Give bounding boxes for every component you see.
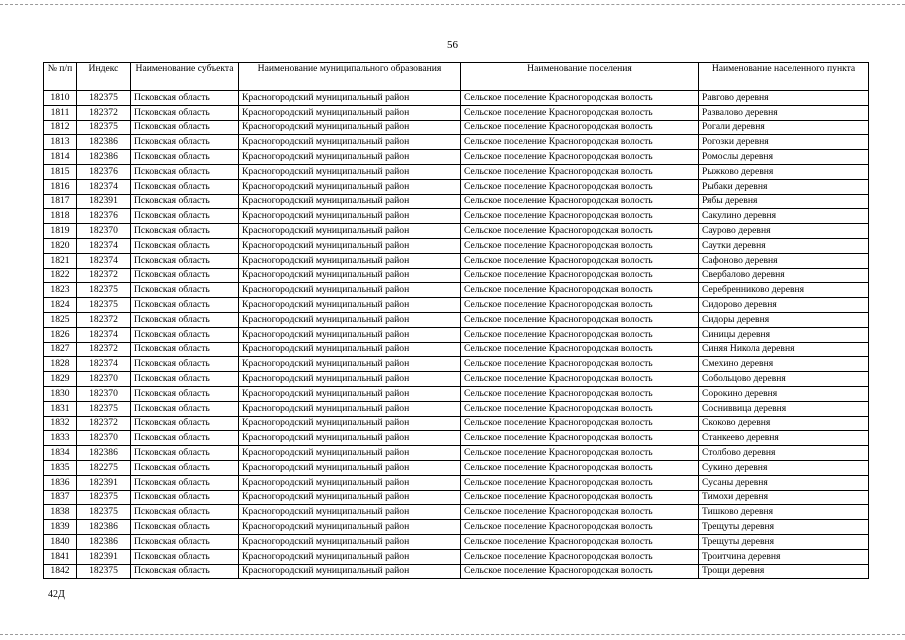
cell-subject: Псковская область (131, 209, 239, 224)
table-row (44, 490, 869, 505)
cell-subject: Псковская область (131, 135, 239, 150)
cell-index: 182386 (77, 534, 131, 549)
cell-locality: Тимохи деревня (699, 490, 869, 505)
cell-municipality: Красногородский муниципальный район (239, 268, 461, 283)
table-row (44, 416, 869, 431)
cell-subject: Псковская область (131, 357, 239, 372)
table-row (44, 431, 869, 446)
table-row (44, 549, 869, 564)
cell-municipality: Красногородский муниципальный район (239, 372, 461, 387)
cell-index: 182374 (77, 253, 131, 268)
cell-locality: Рябы деревня (699, 194, 869, 209)
cell-index: 182375 (77, 283, 131, 298)
table-row (44, 312, 869, 327)
cell-num: 1835 (44, 460, 77, 475)
table-row (44, 505, 869, 520)
cell-num: 1827 (44, 342, 77, 357)
cell-subject: Псковская область (131, 475, 239, 490)
cell-municipality: Красногородский муниципальный район (239, 179, 461, 194)
cell-locality: Рыжково деревня (699, 164, 869, 179)
table-row (44, 268, 869, 283)
header-subject: Наименование субъекта (131, 63, 239, 91)
cell-subject: Псковская область (131, 401, 239, 416)
cell-subject: Псковская область (131, 327, 239, 342)
cell-index: 182376 (77, 209, 131, 224)
table-body (44, 91, 869, 579)
cell-settlement: Сельское поселение Красногородская волость (461, 298, 699, 313)
cell-locality: Тишково деревня (699, 505, 869, 520)
cell-subject: Псковская область (131, 120, 239, 135)
cell-municipality: Красногородский муниципальный район (239, 505, 461, 520)
cell-municipality: Красногородский муниципальный район (239, 298, 461, 313)
cell-subject: Псковская область (131, 194, 239, 209)
cell-settlement: Сельское поселение Красногородская волость (461, 416, 699, 431)
cell-municipality: Красногородский муниципальный район (239, 386, 461, 401)
table-row (44, 179, 869, 194)
cell-settlement: Сельское поселение Красногородская волость (461, 357, 699, 372)
cell-municipality: Красногородский муниципальный район (239, 91, 461, 106)
header-locality: Наименование населенного пункта (699, 63, 869, 91)
header-num: № п/п (44, 63, 77, 91)
cell-municipality: Красногородский муниципальный район (239, 105, 461, 120)
table-row (44, 446, 869, 461)
cell-locality: Сакулино деревня (699, 209, 869, 224)
cell-settlement: Сельское поселение Красногородская волость (461, 194, 699, 209)
cell-settlement: Сельское поселение Красногородская волость (461, 268, 699, 283)
cell-subject: Псковская область (131, 534, 239, 549)
cell-num: 1815 (44, 164, 77, 179)
cell-index: 182375 (77, 505, 131, 520)
cell-index: 182372 (77, 342, 131, 357)
cell-locality: Ромослы деревня (699, 150, 869, 165)
cell-municipality: Красногородский муниципальный район (239, 534, 461, 549)
cell-index: 182375 (77, 91, 131, 106)
cell-index: 182391 (77, 194, 131, 209)
cell-index: 182376 (77, 164, 131, 179)
cell-municipality: Красногородский муниципальный район (239, 490, 461, 505)
cell-settlement: Сельское поселение Красногородская волость (461, 164, 699, 179)
cell-settlement: Сельское поселение Красногородская волость (461, 549, 699, 564)
cell-settlement: Сельское поселение Красногородская волость (461, 179, 699, 194)
cell-num: 1831 (44, 401, 77, 416)
cell-num: 1829 (44, 372, 77, 387)
cell-locality: Синицы деревня (699, 327, 869, 342)
cell-locality: Собольцово деревня (699, 372, 869, 387)
cell-subject: Псковская область (131, 91, 239, 106)
cell-index: 182275 (77, 460, 131, 475)
table-row (44, 520, 869, 535)
cell-settlement: Сельское поселение Красногородская волость (461, 312, 699, 327)
cell-num: 1828 (44, 357, 77, 372)
cell-num: 1823 (44, 283, 77, 298)
cell-index: 182375 (77, 401, 131, 416)
table-row (44, 164, 869, 179)
cell-municipality: Красногородский муниципальный район (239, 416, 461, 431)
cell-settlement: Сельское поселение Красногородская волость (461, 520, 699, 535)
cell-index: 182372 (77, 105, 131, 120)
cell-index: 182386 (77, 520, 131, 535)
scan-edge-top (0, 4, 905, 5)
cell-num: 1820 (44, 238, 77, 253)
cell-index: 182375 (77, 120, 131, 135)
cell-subject: Псковская область (131, 298, 239, 313)
cell-num: 1840 (44, 534, 77, 549)
cell-num: 1813 (44, 135, 77, 150)
cell-locality: Сафоново деревня (699, 253, 869, 268)
cell-settlement: Сельское поселение Красногородская волость (461, 238, 699, 253)
table-row (44, 209, 869, 224)
cell-settlement: Сельское поселение Красногородская волость (461, 446, 699, 461)
cell-index: 182386 (77, 150, 131, 165)
cell-settlement: Сельское поселение Красногородская волость (461, 283, 699, 298)
table-row (44, 238, 869, 253)
cell-num: 1821 (44, 253, 77, 268)
cell-num: 1819 (44, 224, 77, 239)
cell-num: 1818 (44, 209, 77, 224)
cell-locality: Рогозки деревня (699, 135, 869, 150)
cell-num: 1836 (44, 475, 77, 490)
table-row (44, 150, 869, 165)
cell-municipality: Красногородский муниципальный район (239, 549, 461, 564)
cell-settlement: Сельское поселение Красногородская волость (461, 401, 699, 416)
cell-index: 182374 (77, 179, 131, 194)
cell-settlement: Сельское поселение Красногородская волость (461, 224, 699, 239)
cell-subject: Псковская область (131, 268, 239, 283)
cell-num: 1833 (44, 431, 77, 446)
cell-num: 1811 (44, 105, 77, 120)
cell-locality: Станкеево деревня (699, 431, 869, 446)
cell-num: 1838 (44, 505, 77, 520)
cell-num: 1826 (44, 327, 77, 342)
cell-index: 182391 (77, 549, 131, 564)
table-row (44, 342, 869, 357)
cell-settlement: Сельское поселение Красногородская волость (461, 490, 699, 505)
cell-subject: Псковская область (131, 283, 239, 298)
cell-settlement: Сельское поселение Красногородская волость (461, 386, 699, 401)
table-row (44, 460, 869, 475)
cell-subject: Псковская область (131, 253, 239, 268)
cell-index: 182375 (77, 564, 131, 579)
cell-locality: Смехино деревня (699, 357, 869, 372)
cell-subject: Псковская область (131, 150, 239, 165)
cell-locality: Трощи деревня (699, 564, 869, 579)
cell-municipality: Красногородский муниципальный район (239, 194, 461, 209)
cell-subject: Псковская область (131, 446, 239, 461)
cell-index: 182374 (77, 357, 131, 372)
cell-locality: Сорокино деревня (699, 386, 869, 401)
table-row (44, 224, 869, 239)
cell-municipality: Красногородский муниципальный район (239, 312, 461, 327)
cell-locality: Рыбаки деревня (699, 179, 869, 194)
cell-subject: Псковская область (131, 238, 239, 253)
cell-settlement: Сельское поселение Красногородская волость (461, 475, 699, 490)
cell-num: 1817 (44, 194, 77, 209)
cell-locality: Свербалово деревня (699, 268, 869, 283)
cell-locality: Сукино деревня (699, 460, 869, 475)
table-row (44, 120, 869, 135)
cell-locality: Равгово деревня (699, 91, 869, 106)
table-row (44, 91, 869, 106)
cell-subject: Псковская область (131, 520, 239, 535)
cell-municipality: Красногородский муниципальный район (239, 253, 461, 268)
cell-settlement: Сельское поселение Красногородская волость (461, 342, 699, 357)
cell-municipality: Красногородский муниципальный район (239, 135, 461, 150)
cell-settlement: Сельское поселение Красногородская волость (461, 253, 699, 268)
cell-locality: Саутки деревня (699, 238, 869, 253)
cell-subject: Псковская область (131, 224, 239, 239)
cell-num: 1824 (44, 298, 77, 313)
cell-index: 182374 (77, 238, 131, 253)
header-index: Индекс (77, 63, 131, 91)
cell-num: 1814 (44, 150, 77, 165)
cell-subject: Псковская область (131, 105, 239, 120)
cell-index: 182386 (77, 135, 131, 150)
cell-settlement: Сельское поселение Красногородская волость (461, 105, 699, 120)
cell-settlement: Сельское поселение Красногородская волость (461, 460, 699, 475)
cell-settlement: Сельское поселение Красногородская волость (461, 505, 699, 520)
cell-index: 182375 (77, 490, 131, 505)
cell-num: 1810 (44, 91, 77, 106)
cell-subject: Псковская область (131, 342, 239, 357)
table-row (44, 135, 869, 150)
cell-num: 1841 (44, 549, 77, 564)
table-row (44, 475, 869, 490)
cell-municipality: Красногородский муниципальный район (239, 357, 461, 372)
cell-index: 182386 (77, 446, 131, 461)
cell-settlement: Сельское поселение Красногородская волость (461, 534, 699, 549)
cell-settlement: Сельское поселение Красногородская волость (461, 120, 699, 135)
table-row (44, 401, 869, 416)
cell-num: 1837 (44, 490, 77, 505)
cell-subject: Псковская область (131, 505, 239, 520)
cell-settlement: Сельское поселение Красногородская волость (461, 135, 699, 150)
cell-settlement: Сельское поселение Красногородская волость (461, 327, 699, 342)
cell-municipality: Красногородский муниципальный район (239, 327, 461, 342)
table-row (44, 386, 869, 401)
cell-locality: Сусаны деревня (699, 475, 869, 490)
table-row (44, 534, 869, 549)
cell-subject: Псковская область (131, 564, 239, 579)
cell-municipality: Красногородский муниципальный район (239, 475, 461, 490)
cell-locality: Троитчина деревня (699, 549, 869, 564)
cell-subject: Псковская область (131, 386, 239, 401)
footer-document-code: 42Д (48, 589, 65, 600)
locality-registry-table (43, 62, 869, 579)
cell-municipality: Красногородский муниципальный район (239, 431, 461, 446)
cell-municipality: Красногородский муниципальный район (239, 224, 461, 239)
table-row (44, 564, 869, 579)
cell-municipality: Красногородский муниципальный район (239, 238, 461, 253)
cell-subject: Псковская область (131, 179, 239, 194)
cell-subject: Псковская область (131, 164, 239, 179)
cell-settlement: Сельское поселение Красногородская волость (461, 372, 699, 387)
cell-locality: Синяя Никола деревня (699, 342, 869, 357)
cell-subject: Псковская область (131, 460, 239, 475)
cell-settlement: Сельское поселение Красногородская волость (461, 431, 699, 446)
cell-subject: Псковская область (131, 490, 239, 505)
cell-subject: Псковская область (131, 372, 239, 387)
cell-num: 1842 (44, 564, 77, 579)
cell-index: 182374 (77, 327, 131, 342)
cell-index: 182370 (77, 224, 131, 239)
cell-municipality: Красногородский муниципальный район (239, 564, 461, 579)
table-row (44, 105, 869, 120)
cell-index: 182375 (77, 298, 131, 313)
cell-settlement: Сельское поселение Красногородская волость (461, 209, 699, 224)
cell-index: 182372 (77, 312, 131, 327)
cell-num: 1816 (44, 179, 77, 194)
cell-municipality: Красногородский муниципальный район (239, 460, 461, 475)
cell-municipality: Красногородский муниципальный район (239, 520, 461, 535)
cell-locality: Трещуты деревня (699, 520, 869, 535)
table-row (44, 283, 869, 298)
cell-index: 182370 (77, 386, 131, 401)
cell-index: 182370 (77, 431, 131, 446)
cell-locality: Развалово деревня (699, 105, 869, 120)
table-row (44, 298, 869, 313)
table-row (44, 194, 869, 209)
cell-settlement: Сельское поселение Красногородская волость (461, 564, 699, 579)
cell-municipality: Красногородский муниципальный район (239, 342, 461, 357)
cell-locality: Трещуты деревня (699, 534, 869, 549)
cell-municipality: Красногородский муниципальный район (239, 446, 461, 461)
cell-settlement: Сельское поселение Красногородская волость (461, 150, 699, 165)
cell-num: 1839 (44, 520, 77, 535)
cell-municipality: Красногородский муниципальный район (239, 283, 461, 298)
cell-num: 1832 (44, 416, 77, 431)
cell-subject: Псковская область (131, 416, 239, 431)
cell-num: 1825 (44, 312, 77, 327)
cell-num: 1834 (44, 446, 77, 461)
table-header-row (44, 63, 869, 91)
cell-locality: Скоково деревня (699, 416, 869, 431)
table-row (44, 357, 869, 372)
header-municipality: Наименование муниципального образования (239, 63, 461, 91)
cell-subject: Псковская область (131, 312, 239, 327)
cell-num: 1812 (44, 120, 77, 135)
cell-index: 182372 (77, 416, 131, 431)
cell-locality: Сосниввица деревня (699, 401, 869, 416)
cell-municipality: Красногородский муниципальный район (239, 164, 461, 179)
scan-edge-bottom (0, 634, 905, 635)
table-row (44, 372, 869, 387)
cell-locality: Саурово деревня (699, 224, 869, 239)
cell-locality: Столбово деревня (699, 446, 869, 461)
cell-locality: Сидорово деревня (699, 298, 869, 313)
table-row (44, 327, 869, 342)
cell-locality: Рогали деревня (699, 120, 869, 135)
cell-num: 1830 (44, 386, 77, 401)
page-number: 56 (447, 39, 458, 51)
cell-municipality: Красногородский муниципальный район (239, 401, 461, 416)
header-settlement: Наименование поселения (461, 63, 699, 91)
cell-municipality: Красногородский муниципальный район (239, 209, 461, 224)
cell-index: 182370 (77, 372, 131, 387)
cell-subject: Псковская область (131, 431, 239, 446)
cell-subject: Псковская область (131, 549, 239, 564)
cell-settlement: Сельское поселение Красногородская волость (461, 91, 699, 106)
cell-locality: Сидоры деревня (699, 312, 869, 327)
cell-municipality: Красногородский муниципальный район (239, 120, 461, 135)
cell-index: 182372 (77, 268, 131, 283)
cell-num: 1822 (44, 268, 77, 283)
cell-locality: Серебренниково деревня (699, 283, 869, 298)
table-row (44, 253, 869, 268)
cell-municipality: Красногородский муниципальный район (239, 150, 461, 165)
cell-index: 182391 (77, 475, 131, 490)
